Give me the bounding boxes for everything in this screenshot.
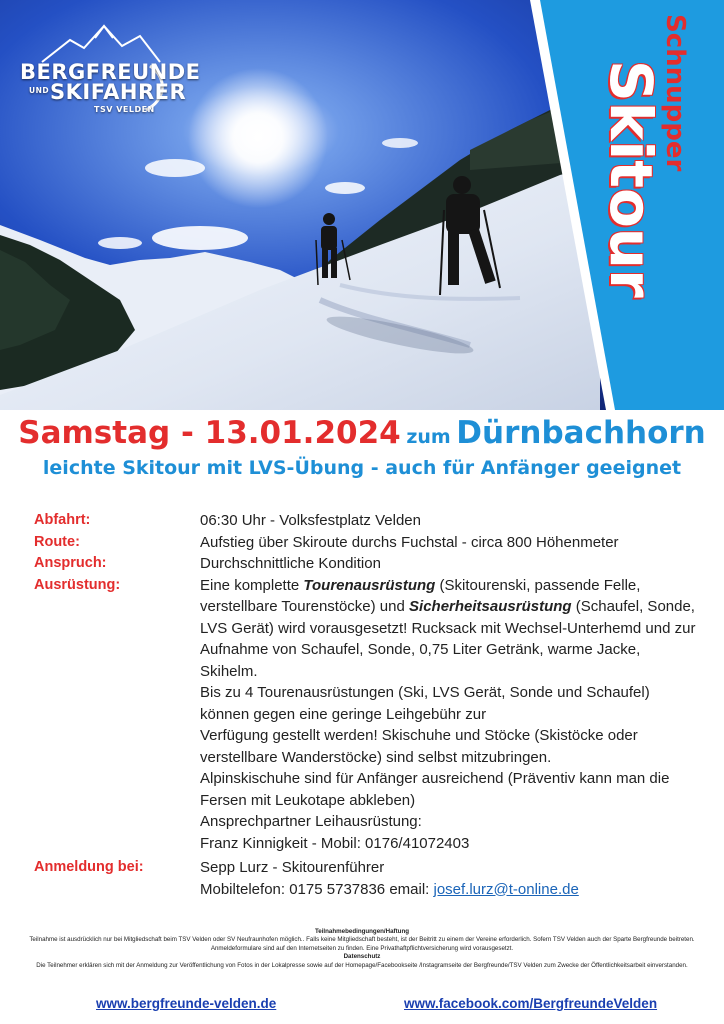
equipment-text: (Skitourenski, passende Felle, verstellbare Tourenstöcke) und [200,576,641,615]
event-subtitle: leichte Skitour mit LVS-Übung - auch für Anfänger geeignet [42,457,682,479]
detail-label: Ausrüstung: [34,576,121,593]
safety-emphasis: Sicherheitsausrüstung [409,598,572,615]
detail-value: Durchschnittliche Kondition [200,555,381,572]
contact-line [200,879,700,901]
detail-row-ausruestung [34,575,714,858]
rental-paragraph: Bis zu 4 Tourenausrüstungen (Ski, LVS Gerät, Sonde und Schaufel) können gegen eine geringe Leihgebühr zur [200,684,650,723]
equipment-paragraph [200,575,700,683]
detail-value: Aufstieg über Skiroute durchs Fuchstal - circa 800 Höhenmeter [200,533,619,551]
detail-row-anmeldung [34,857,714,900]
side-banner-title: Skitour [597,60,665,298]
legal-notice [14,928,710,970]
event-date: Samstag - 13.01.2024 [18,415,401,451]
detail-value [200,575,700,858]
detail-label: Anspruch: [34,555,107,571]
guide-name: Sepp Lurz - Skitourenführer [200,859,385,876]
logo-text-skifahrer: SKIFAHRER [50,80,187,104]
rental-contact: Franz Kinnigkeit - Mobil: 0176/41072403 [200,834,470,852]
boots-paragraph: Alpinskischuhe sind für Anfänger ausreichend (Präventiv kann man die Fersen mit Leukotape abkleben) [200,770,670,809]
legal-heading-conditions: Teilnahmebedingungen/Haftung [314,928,410,935]
website-link[interactable]: www.bergfreunde-velden.de [96,996,277,1011]
headline-connector: zum [406,426,451,448]
logo-text-tsv-velden: TSV VELDEN [94,105,155,114]
detail-label: Route: [34,533,80,550]
hero-photo [0,0,724,410]
logo-text-bergfreunde: BERGFREUNDE [20,60,201,84]
rental-contact-label: Ansprechpartner Leihausrüstung: [200,813,422,830]
event-details [34,510,714,900]
equipment-text: (Schaufel, Sonde, LVS Gerät) wird vorausgesetzt! Rucksack mit Wechsel-Unterhemd und zur Aufnahme von Schaufel, Sonde, 0,75 Liter Getränk, warme Jacke, Skihelm. [200,598,696,680]
legal-heading-privacy: Datenschutz [343,953,381,961]
detail-label: Abfahrt: [34,512,91,528]
equipment-emphasis: Tourenausrüstung [303,576,436,594]
detail-value: 06:30 Uhr - Volksfestplatz Velden [200,512,421,529]
detail-value [200,857,700,900]
email-link[interactable]: josef.lurz@t-online.de [433,880,579,898]
detail-label: Anmeldung bei: [34,859,144,875]
legal-text-conditions: Teilnahme ist ausdrücklich nur bei Mitgliedschaft beim TSV Velden oder SV Neufraunhofen möglich.. Falls keine Mitgliedschaft besteht, ist der Beitritt zu einem der Vereine erforderlich. Sofern TSV Velden auch der Sparte Bergfreunde beitreten. Anmeldeformulare sind auf den Internetseiten zu finden. Eine Privathaftpflichtversicherung wird vorausgesetzt. [29,936,695,952]
contact-phone: Mobiltelefon: 0175 5737836 email: [200,880,434,898]
event-destination: Dürnbachhorn [456,415,706,451]
legal-text-privacy: Die Teilnehmer erklären sich mit der Anmeldung zur Veröffentlichung von Fotos in der Lokalpresse sowie auf der Homepage/Facebookseite /Instagramseite der Bergfreunde/TSV Velden zum Zwecke der Öffentlichkeitsarbeit einverstanden. [36,961,688,969]
logo-text-und: UND [29,86,50,95]
side-banner-small-text: Schnupper [660,14,690,172]
facebook-link[interactable]: www.facebook.com/BergfreundeVelden [404,996,658,1011]
equipment-text: Eine komplette [200,576,304,594]
detail-row-route [34,532,714,554]
detail-row-abfahrt [34,510,714,532]
event-headline [0,415,724,451]
rental-paragraph-cont: Verfügung gestellt werden! Skischuhe und Stöcke (Skistöcke oder verstellbare Wanderstöcke) sind selbst mitzubringen. [200,727,638,766]
detail-row-anspruch [34,553,714,575]
